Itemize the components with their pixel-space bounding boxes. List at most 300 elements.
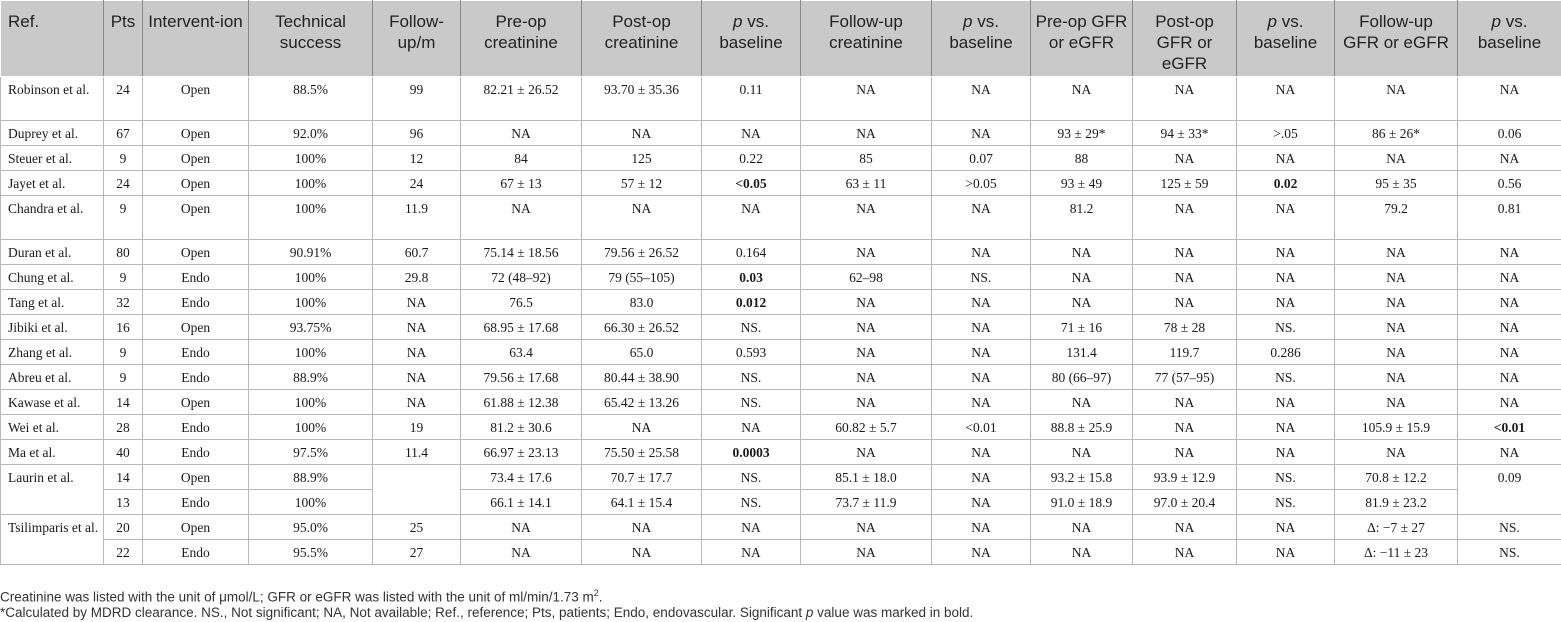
intervention-cell: Open <box>143 390 249 415</box>
post-op-creatinine-cell: NA <box>582 540 702 565</box>
post-op-creatinine-cell: 83.0 <box>582 290 702 315</box>
pre-op-gfr-cell: NA <box>1031 265 1133 290</box>
follow-up-creatinine-cell: 63 ± 11 <box>801 171 932 196</box>
post-op-gfr-cell: NA <box>1133 77 1237 121</box>
follow-up-creatinine-cell: NA <box>801 340 932 365</box>
p-baseline-2-cell: NA <box>932 196 1031 240</box>
post-op-creatinine-cell: NA <box>582 515 702 540</box>
post-op-creatinine-cell: 65.42 ± 13.26 <box>582 390 702 415</box>
technical-success-cell: 88.5% <box>249 77 373 121</box>
technical-success-cell: 100% <box>249 146 373 171</box>
pre-op-gfr-cell: NA <box>1031 540 1133 565</box>
p-baseline-1-cell: NS. <box>702 365 801 390</box>
pts-cell: 22 <box>104 540 143 565</box>
table-row <box>1 365 1561 390</box>
intervention-cell: Open <box>143 171 249 196</box>
table-row <box>1 121 1561 146</box>
post-op-creatinine-cell: 80.44 ± 38.90 <box>582 365 702 390</box>
intervention-cell: Open <box>143 515 249 540</box>
follow-up-creatinine-cell: NA <box>801 121 932 146</box>
technical-success-cell: 100% <box>249 290 373 315</box>
p-baseline-3-cell: NA <box>1237 540 1335 565</box>
post-op-gfr-cell: NA <box>1133 540 1237 565</box>
table-row <box>1 540 1561 565</box>
p-baseline-3-cell: NS. <box>1237 465 1335 490</box>
p-baseline-3-cell: NA <box>1237 240 1335 265</box>
pre-op-creatinine-cell: 68.95 ± 17.68 <box>461 315 582 340</box>
pre-op-creatinine-cell: 82.21 ± 26.52 <box>461 77 582 121</box>
follow-up-creatinine-cell: 73.7 ± 11.9 <box>801 490 932 515</box>
p-baseline-1-cell: NA <box>702 121 801 146</box>
pre-op-creatinine-cell: NA <box>461 196 582 240</box>
header-ref: Ref. <box>1 1 104 77</box>
technical-success-cell: 88.9% <box>249 365 373 390</box>
post-op-gfr-cell: 77 (57–95) <box>1133 365 1237 390</box>
post-op-creatinine-cell: 64.1 ± 15.4 <box>582 490 702 515</box>
intervention-cell: Open <box>143 465 249 490</box>
p-baseline-2-cell: NS. <box>932 265 1031 290</box>
p-baseline-1-cell: 0.0003 <box>702 440 801 465</box>
intervention-cell: Endo <box>143 440 249 465</box>
follow-up-gfr-cell: 105.9 ± 15.9 <box>1335 415 1458 440</box>
technical-success-cell: 92.0% <box>249 121 373 146</box>
p-baseline-2-cell: NA <box>932 365 1031 390</box>
p-baseline-3-cell: NA <box>1237 515 1335 540</box>
intervention-cell: Open <box>143 196 249 240</box>
header-text: vs. baseline <box>949 12 1013 52</box>
follow-up-creatinine-cell: 85.1 ± 18.0 <box>801 465 932 490</box>
p-baseline-2-cell: NA <box>932 390 1031 415</box>
p-baseline-3-cell: >.05 <box>1237 121 1335 146</box>
header-pre-op-creatinine: Pre-op creatinine <box>461 1 582 77</box>
pre-op-gfr-cell: NA <box>1031 515 1133 540</box>
intervention-cell: Endo <box>143 340 249 365</box>
ref-cell: Jayet et al. <box>1 171 104 196</box>
p-baseline-2-cell: 0.07 <box>932 146 1031 171</box>
ref-cell: Chandra et al. <box>1 196 104 240</box>
pre-op-creatinine-cell: NA <box>461 540 582 565</box>
p-baseline-3-cell: 0.286 <box>1237 340 1335 365</box>
ref-cell: Wei et al. <box>1 415 104 440</box>
p-baseline-4-cell: NA <box>1458 315 1561 340</box>
pre-op-gfr-cell: NA <box>1031 440 1133 465</box>
pre-op-creatinine-cell: 67 ± 13 <box>461 171 582 196</box>
follow-up-gfr-cell: NA <box>1335 77 1458 121</box>
ref-cell: Duprey et al. <box>1 121 104 146</box>
follow-up-creatinine-cell: NA <box>801 365 932 390</box>
p-symbol: p <box>733 12 743 31</box>
header-p-vs-baseline-1 <box>702 1 801 77</box>
intervention-cell: Endo <box>143 540 249 565</box>
p-baseline-1-cell: 0.593 <box>702 340 801 365</box>
p-baseline-2-cell: NA <box>932 490 1031 515</box>
post-op-creatinine-cell: 70.7 ± 17.7 <box>582 465 702 490</box>
p-baseline-2-cell: NA <box>932 315 1031 340</box>
follow-up-creatinine-cell: NA <box>801 540 932 565</box>
footnote-p-italic: p <box>805 605 814 620</box>
p-baseline-2-cell: NA <box>932 440 1031 465</box>
technical-success-cell: 88.9% <box>249 465 373 490</box>
p-baseline-2-cell: <0.01 <box>932 415 1031 440</box>
p-baseline-1-cell: NA <box>702 415 801 440</box>
pre-op-gfr-cell: NA <box>1031 390 1133 415</box>
post-op-creatinine-cell: NA <box>582 415 702 440</box>
p-baseline-3-cell: NA <box>1237 265 1335 290</box>
p-baseline-1-cell: NA <box>702 540 801 565</box>
technical-success-cell: 100% <box>249 390 373 415</box>
p-baseline-4-cell: NA <box>1458 390 1561 415</box>
follow-up-gfr-cell: 95 ± 35 <box>1335 171 1458 196</box>
p-baseline-2-cell: NA <box>932 540 1031 565</box>
table-row <box>1 146 1561 171</box>
p-baseline-3-cell: NA <box>1237 77 1335 121</box>
follow-up-cell: 19 <box>373 415 461 440</box>
post-op-creatinine-cell: 66.30 ± 26.52 <box>582 315 702 340</box>
p-baseline-1-cell: 0.03 <box>702 265 801 290</box>
p-symbol: p <box>1491 12 1501 31</box>
p-baseline-4-cell: 0.09 <box>1458 465 1561 515</box>
ref-cell: Tsilimparis et al. <box>1 515 104 565</box>
post-op-creatinine-cell: 79.56 ± 26.52 <box>582 240 702 265</box>
pts-cell: 20 <box>104 515 143 540</box>
intervention-cell: Endo <box>143 290 249 315</box>
pts-cell: 14 <box>104 465 143 490</box>
pts-cell: 80 <box>104 240 143 265</box>
pts-cell: 32 <box>104 290 143 315</box>
pre-op-gfr-cell: 131.4 <box>1031 340 1133 365</box>
table-row <box>1 265 1561 290</box>
pre-op-creatinine-cell: 66.1 ± 14.1 <box>461 490 582 515</box>
follow-up-creatinine-cell: 60.82 ± 5.7 <box>801 415 932 440</box>
table-body <box>1 77 1561 565</box>
pre-op-creatinine-cell: 76.5 <box>461 290 582 315</box>
header-follow-up-gfr: Follow-up GFR or eGFR <box>1335 1 1458 77</box>
post-op-gfr-cell: 94 ± 33* <box>1133 121 1237 146</box>
p-baseline-3-cell: NA <box>1237 440 1335 465</box>
ref-cell: Abreu et al. <box>1 365 104 390</box>
post-op-creatinine-cell: 57 ± 12 <box>582 171 702 196</box>
follow-up-cell: 99 <box>373 77 461 121</box>
p-baseline-2-cell: NA <box>932 121 1031 146</box>
table-row <box>1 315 1561 340</box>
post-op-creatinine-cell: 93.70 ± 35.36 <box>582 77 702 121</box>
p-baseline-3-cell: NA <box>1237 290 1335 315</box>
post-op-gfr-cell: 125 ± 59 <box>1133 171 1237 196</box>
p-baseline-3-cell: NS. <box>1237 365 1335 390</box>
pts-cell: 24 <box>104 171 143 196</box>
p-baseline-4-cell: NA <box>1458 265 1561 290</box>
follow-up-creatinine-cell: NA <box>801 440 932 465</box>
header-text: vs. baseline <box>1253 12 1318 52</box>
technical-success-cell: 90.91% <box>249 240 373 265</box>
table-row <box>1 465 1561 490</box>
p-baseline-1-cell: 0.164 <box>702 240 801 265</box>
pre-op-gfr-cell: 80 (66–97) <box>1031 365 1133 390</box>
post-op-gfr-cell: NA <box>1133 146 1237 171</box>
table-row <box>1 240 1561 265</box>
post-op-gfr-cell: NA <box>1133 440 1237 465</box>
pts-cell: 24 <box>104 77 143 121</box>
p-baseline-3-cell: NA <box>1237 390 1335 415</box>
p-baseline-1-cell: NS. <box>702 390 801 415</box>
p-baseline-1-cell: NA <box>702 196 801 240</box>
ref-cell: Kawase et al. <box>1 390 104 415</box>
follow-up-gfr-cell: NA <box>1335 390 1458 415</box>
p-baseline-4-cell: 0.81 <box>1458 196 1561 240</box>
p-baseline-3-cell: NA <box>1237 415 1335 440</box>
p-symbol: p <box>963 12 973 31</box>
p-baseline-3-cell: NA <box>1237 196 1335 240</box>
p-baseline-4-cell: NA <box>1458 440 1561 465</box>
p-baseline-4-cell: NA <box>1458 290 1561 315</box>
follow-up-creatinine-cell: NA <box>801 390 932 415</box>
p-baseline-3-cell: 0.02 <box>1237 171 1335 196</box>
header-row <box>1 1 1561 77</box>
ref-cell: Laurin et al. <box>1 465 104 515</box>
pre-op-gfr-cell: 93 ± 49 <box>1031 171 1133 196</box>
intervention-cell: Endo <box>143 490 249 515</box>
technical-success-cell: 100% <box>249 490 373 515</box>
post-op-creatinine-cell: NA <box>582 121 702 146</box>
p-baseline-2-cell: NA <box>932 240 1031 265</box>
technical-success-cell: 100% <box>249 171 373 196</box>
ref-cell: Chung et al. <box>1 265 104 290</box>
p-baseline-4-cell: NS. <box>1458 540 1561 565</box>
technical-success-cell: 93.75% <box>249 315 373 340</box>
table-row <box>1 196 1561 240</box>
p-baseline-1-cell: NA <box>702 515 801 540</box>
post-op-gfr-cell: NA <box>1133 515 1237 540</box>
pts-cell: 28 <box>104 415 143 440</box>
header-text: vs. baseline <box>719 12 783 52</box>
p-baseline-4-cell: 0.56 <box>1458 171 1561 196</box>
header-text: vs. baseline <box>1477 12 1542 52</box>
table-row <box>1 340 1561 365</box>
pre-op-creatinine-cell: 63.4 <box>461 340 582 365</box>
post-op-gfr-cell: NA <box>1133 390 1237 415</box>
follow-up-gfr-cell: 86 ± 26* <box>1335 121 1458 146</box>
follow-up-cell: NA <box>373 340 461 365</box>
header-post-op-creatinine: Post-op creatinine <box>582 1 702 77</box>
follow-up-gfr-cell: NA <box>1335 290 1458 315</box>
table-row <box>1 490 1561 515</box>
post-op-creatinine-cell: 75.50 ± 25.58 <box>582 440 702 465</box>
p-baseline-1-cell: 0.22 <box>702 146 801 171</box>
ref-cell: Duran et al. <box>1 240 104 265</box>
pts-cell: 9 <box>104 146 143 171</box>
follow-up-gfr-cell: NA <box>1335 365 1458 390</box>
pts-cell: 9 <box>104 340 143 365</box>
p-baseline-1-cell: 0.11 <box>702 77 801 121</box>
header-pre-op-gfr: Pre-op GFR or eGFR <box>1031 1 1133 77</box>
header-follow-up-creatinine: Follow-up creatinine <box>801 1 932 77</box>
follow-up-cell: 29.8 <box>373 265 461 290</box>
pre-op-gfr-cell: NA <box>1031 290 1133 315</box>
p-baseline-2-cell: NA <box>932 290 1031 315</box>
follow-up-gfr-cell: Δ: −7 ± 27 <box>1335 515 1458 540</box>
technical-success-cell: 95.0% <box>249 515 373 540</box>
follow-up-cell: NA <box>373 290 461 315</box>
intervention-cell: Open <box>143 146 249 171</box>
post-op-gfr-cell: 93.9 ± 12.9 <box>1133 465 1237 490</box>
technical-success-cell: 100% <box>249 265 373 290</box>
pts-cell: 16 <box>104 315 143 340</box>
follow-up-gfr-cell: 79.2 <box>1335 196 1458 240</box>
pre-op-gfr-cell: NA <box>1031 240 1133 265</box>
p-baseline-4-cell: NS. <box>1458 515 1561 540</box>
p-baseline-4-cell: NA <box>1458 340 1561 365</box>
table-row <box>1 390 1561 415</box>
p-baseline-3-cell: NS. <box>1237 315 1335 340</box>
header-p-vs-baseline-2 <box>932 1 1031 77</box>
pre-op-creatinine-cell: NA <box>461 121 582 146</box>
header-p-vs-baseline-4 <box>1458 1 1561 77</box>
intervention-cell: Open <box>143 240 249 265</box>
header-intervention: Intervent-ion <box>143 1 249 77</box>
footnote-units-text: Creatinine was listed with the unit of μmol/L; GFR or eGFR was listed with the unit of ml/min/1.73 m <box>0 589 594 605</box>
technical-success-cell: 100% <box>249 415 373 440</box>
follow-up-creatinine-cell: NA <box>801 515 932 540</box>
follow-up-gfr-cell: Δ: −11 ± 23 <box>1335 540 1458 565</box>
technical-success-cell: 95.5% <box>249 540 373 565</box>
ref-cell: Zhang et al. <box>1 340 104 365</box>
ref-cell: Tang et al. <box>1 290 104 315</box>
follow-up-gfr-cell: 70.8 ± 12.2 <box>1335 465 1458 490</box>
follow-up-creatinine-cell: NA <box>801 290 932 315</box>
ref-cell: Robinson et al. <box>1 77 104 121</box>
p-baseline-4-cell: NA <box>1458 240 1561 265</box>
follow-up-gfr-cell: NA <box>1335 146 1458 171</box>
post-op-gfr-cell: 78 ± 28 <box>1133 315 1237 340</box>
p-baseline-4-cell: <0.01 <box>1458 415 1561 440</box>
post-op-creatinine-cell: 65.0 <box>582 340 702 365</box>
p-baseline-2-cell: NA <box>932 77 1031 121</box>
p-baseline-1-cell: <0.05 <box>702 171 801 196</box>
p-symbol: p <box>1267 12 1277 31</box>
p-baseline-1-cell: NS. <box>702 315 801 340</box>
follow-up-cell: NA <box>373 315 461 340</box>
pre-op-gfr-cell: 91.0 ± 18.9 <box>1031 490 1133 515</box>
footnote-abbrev-text: *Calculated by MDRD clearance. NS., Not significant; NA, Not available; Ref., reference; Pts, patients; Endo, endovascular. Significant <box>0 605 806 620</box>
pre-op-gfr-cell: 88.8 ± 25.9 <box>1031 415 1133 440</box>
post-op-creatinine-cell: 125 <box>582 146 702 171</box>
follow-up-creatinine-cell: 62–98 <box>801 265 932 290</box>
ref-cell: Jibiki et al. <box>1 315 104 340</box>
header-p-vs-baseline-3 <box>1237 1 1335 77</box>
pre-op-gfr-cell: 93 ± 29* <box>1031 121 1133 146</box>
post-op-gfr-cell: 97.0 ± 20.4 <box>1133 490 1237 515</box>
follow-up-cell <box>373 465 461 515</box>
p-baseline-2-cell: NA <box>932 515 1031 540</box>
follow-up-gfr-cell: NA <box>1335 440 1458 465</box>
p-baseline-4-cell: NA <box>1458 365 1561 390</box>
p-baseline-1-cell: 0.012 <box>702 290 801 315</box>
pts-cell: 67 <box>104 121 143 146</box>
ref-cell: Steuer et al. <box>1 146 104 171</box>
table-row <box>1 515 1561 540</box>
pre-op-creatinine-cell: 81.2 ± 30.6 <box>461 415 582 440</box>
pts-cell: 40 <box>104 440 143 465</box>
follow-up-cell: NA <box>373 390 461 415</box>
follow-up-creatinine-cell: NA <box>801 240 932 265</box>
follow-up-cell: 96 <box>373 121 461 146</box>
post-op-creatinine-cell: NA <box>582 196 702 240</box>
pre-op-creatinine-cell: 79.56 ± 17.68 <box>461 365 582 390</box>
pre-op-creatinine-cell: 84 <box>461 146 582 171</box>
pre-op-creatinine-cell: 61.88 ± 12.38 <box>461 390 582 415</box>
table-row <box>1 171 1561 196</box>
pre-op-gfr-cell: 88 <box>1031 146 1133 171</box>
p-baseline-2-cell: >0.05 <box>932 171 1031 196</box>
pre-op-gfr-cell: NA <box>1031 77 1133 121</box>
post-op-gfr-cell: NA <box>1133 196 1237 240</box>
intervention-cell: Endo <box>143 365 249 390</box>
follow-up-creatinine-cell: 85 <box>801 146 932 171</box>
follow-up-creatinine-cell: NA <box>801 77 932 121</box>
post-op-creatinine-cell: 79 (55–105) <box>582 265 702 290</box>
pre-op-gfr-cell: 93.2 ± 15.8 <box>1031 465 1133 490</box>
follow-up-cell: 12 <box>373 146 461 171</box>
post-op-gfr-cell: NA <box>1133 415 1237 440</box>
header-technical-success: Technical success <box>249 1 373 77</box>
p-baseline-4-cell: NA <box>1458 146 1561 171</box>
p-baseline-1-cell: NS. <box>702 490 801 515</box>
table-row <box>1 415 1561 440</box>
header-post-op-gfr: Post-op GFR or eGFR <box>1133 1 1237 77</box>
pts-cell: 13 <box>104 490 143 515</box>
pre-op-creatinine-cell: NA <box>461 515 582 540</box>
post-op-gfr-cell: NA <box>1133 265 1237 290</box>
follow-up-cell: NA <box>373 365 461 390</box>
follow-up-gfr-cell: NA <box>1335 340 1458 365</box>
pre-op-creatinine-cell: 75.14 ± 18.56 <box>461 240 582 265</box>
post-op-gfr-cell: NA <box>1133 290 1237 315</box>
post-op-gfr-cell: 119.7 <box>1133 340 1237 365</box>
p-baseline-2-cell: NA <box>932 340 1031 365</box>
pts-cell: 9 <box>104 365 143 390</box>
follow-up-cell: 11.9 <box>373 196 461 240</box>
pre-op-gfr-cell: 71 ± 16 <box>1031 315 1133 340</box>
follow-up-gfr-cell: NA <box>1335 240 1458 265</box>
follow-up-gfr-cell: 81.9 ± 23.2 <box>1335 490 1458 515</box>
follow-up-gfr-cell: NA <box>1335 315 1458 340</box>
technical-success-cell: 100% <box>249 196 373 240</box>
footnote-abbrev-end: value was marked in bold. <box>813 605 974 620</box>
follow-up-gfr-cell: NA <box>1335 265 1458 290</box>
p-baseline-3-cell: NA <box>1237 146 1335 171</box>
follow-up-cell: 60.7 <box>373 240 461 265</box>
p-baseline-2-cell: NA <box>932 465 1031 490</box>
table-row <box>1 290 1561 315</box>
footnote-superscript: 2 <box>593 588 599 598</box>
p-baseline-1-cell: NS. <box>702 465 801 490</box>
follow-up-creatinine-cell: NA <box>801 315 932 340</box>
intervention-cell: Open <box>143 315 249 340</box>
table-row <box>1 440 1561 465</box>
header-follow-up: Follow-up/m <box>373 1 461 77</box>
ref-cell: Ma et al. <box>1 440 104 465</box>
pts-cell: 9 <box>104 265 143 290</box>
follow-up-cell: 24 <box>373 171 461 196</box>
intervention-cell: Open <box>143 77 249 121</box>
p-baseline-3-cell: NS. <box>1237 490 1335 515</box>
pts-cell: 14 <box>104 390 143 415</box>
pre-op-gfr-cell: 81.2 <box>1031 196 1133 240</box>
follow-up-cell: 27 <box>373 540 461 565</box>
post-op-gfr-cell: NA <box>1133 240 1237 265</box>
intervention-cell: Endo <box>143 415 249 440</box>
follow-up-cell: 11.4 <box>373 440 461 465</box>
